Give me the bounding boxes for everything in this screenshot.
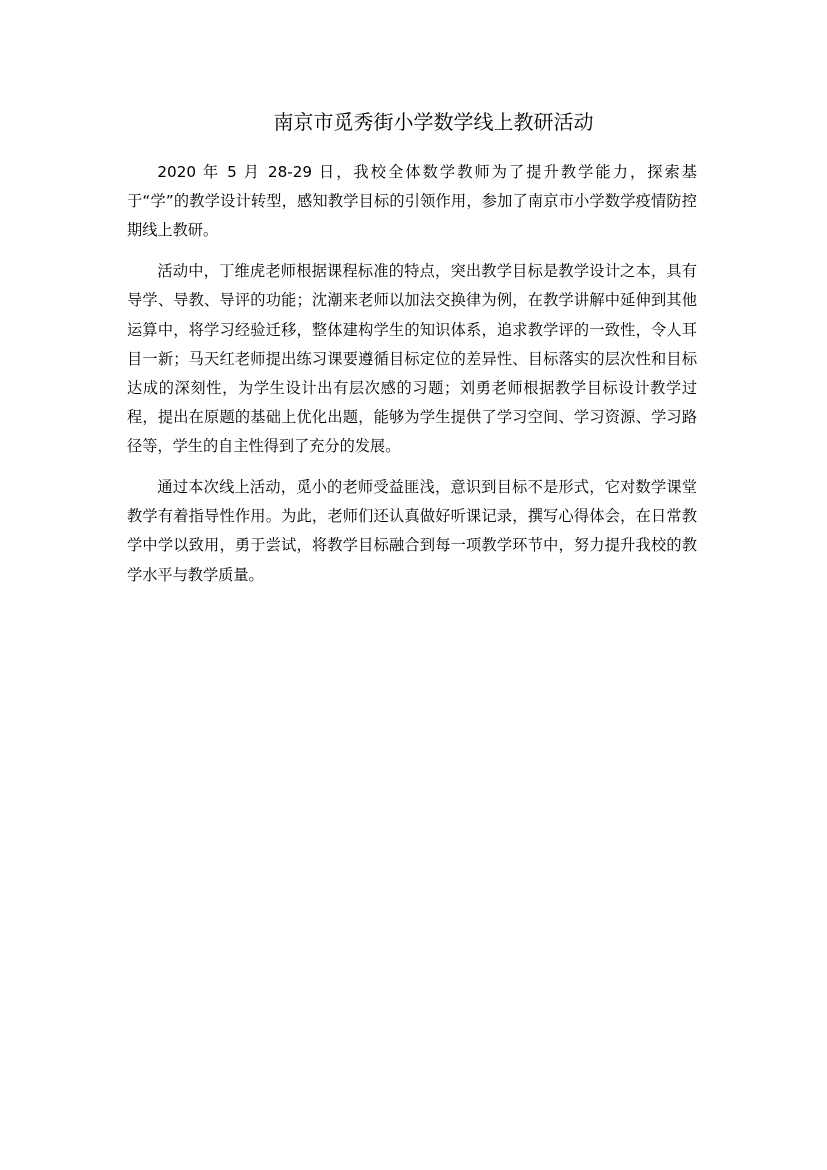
document-title: 南京市觅秀街小学数学线上教研活动 <box>273 110 594 134</box>
paragraph-3: 通过本次线上活动，觅小的老师受益匪浅，意识到目标不是形式，它对数学课堂教学有着指导性作用。为此，老师们还认真做好听课记录，撰写心得体会，在日常教学中学以致用，勇于尝试，将教学目标融合到每一项教学环节中，努力提升我校的教学水平与教学质量。 <box>127 478 697 584</box>
paragraph-1: 2020 年 5 月 28-29 日，我校全体数学教师为了提升教学能力，探索基于“学”的教学设计转型，感知教学目标的引领作用，参加了南京市小学数学疫情防控期线上教研。 <box>127 163 697 240</box>
paragraph-2: 活动中，丁维虎老师根据课程标准的特点，突出教学目标是教学设计之本，具有导学、导教、导评的功能；沈潮来老师以加法交换律为例，在教学讲解中延伸到其他运算中，将学习经验迁移，整体建构学生的知识体系，追求教学评的一致性，令人耳目一新；马天红老师提出练习课要遵循目标定位的差异性、目标落实的层次性和目标达成的深刻性，为学生设计出有层次感的习题；刘勇老师根据教学目标设计教学过程，提出在原题的基础上优化出题，能够为学生提供了学习空间、学习资源、学习路径等，学生的自主性得到了充分的发展。 <box>127 262 697 456</box>
document-body <box>127 158 697 601</box>
